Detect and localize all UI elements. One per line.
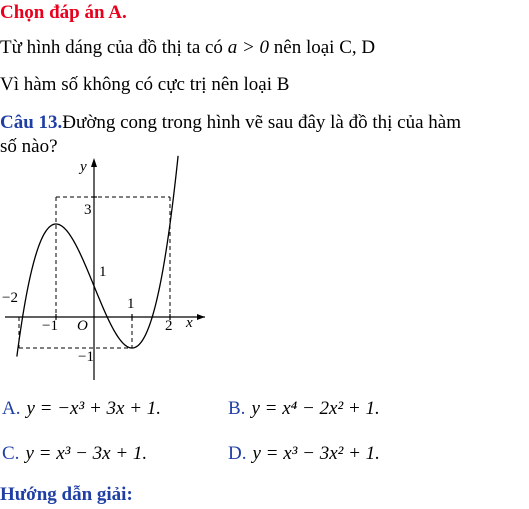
reason-1-math: a > 0 xyxy=(227,37,270,58)
y-axis-label: y xyxy=(80,159,87,175)
x-axis-arrow xyxy=(197,314,205,320)
y-3-label: 3 xyxy=(84,202,92,218)
option-b-label: B. xyxy=(228,398,246,419)
reason-1-post: nên loại C, D xyxy=(269,37,376,58)
reason-line-2: Vì hàm số không có cực trị nên loại B xyxy=(0,74,290,95)
x-2-label: 2 xyxy=(165,318,173,334)
option-b-formula: y = x⁴ − 2x² + 1. xyxy=(251,398,380,419)
option-d-label: D. xyxy=(228,443,247,464)
reason-1-pre: Từ hình dáng của đồ thị ta có xyxy=(0,37,228,58)
option-c-label: C. xyxy=(2,443,20,464)
option-d[interactable] xyxy=(228,443,380,465)
question-line-2: số nào? xyxy=(0,136,58,157)
function-graph xyxy=(0,155,210,383)
question-text-1: Đường cong trong hình vẽ sau đây là đồ thị của hàm xyxy=(62,112,461,133)
option-c-formula: y = x³ − 3x + 1. xyxy=(25,443,148,464)
question-line-1 xyxy=(0,112,461,134)
origin-label: O xyxy=(77,318,88,334)
option-a[interactable] xyxy=(2,398,161,420)
option-d-formula: y = x³ − 3x² + 1. xyxy=(252,443,380,464)
x-axis-label: x xyxy=(186,315,193,331)
y-1-label: 1 xyxy=(99,264,107,280)
option-a-formula: y = −x³ + 3x + 1. xyxy=(26,398,162,419)
reason-line-1 xyxy=(0,37,375,59)
y-axis-arrow xyxy=(91,158,97,167)
solution-heading: Hướng dẫn giải: xyxy=(0,484,133,505)
option-a-label: A. xyxy=(2,398,21,419)
x-minus2-label: −2 xyxy=(2,290,18,306)
tick-marks xyxy=(56,197,170,320)
x-minus1-label: −1 xyxy=(42,318,58,334)
y-minus1-label: −1 xyxy=(78,349,94,365)
option-b[interactable] xyxy=(228,398,380,420)
question-number: Câu 13. xyxy=(0,112,63,133)
x-1-label: 1 xyxy=(127,296,135,312)
option-c[interactable] xyxy=(2,443,147,465)
answer-line: Chọn đáp án A. xyxy=(0,2,127,23)
